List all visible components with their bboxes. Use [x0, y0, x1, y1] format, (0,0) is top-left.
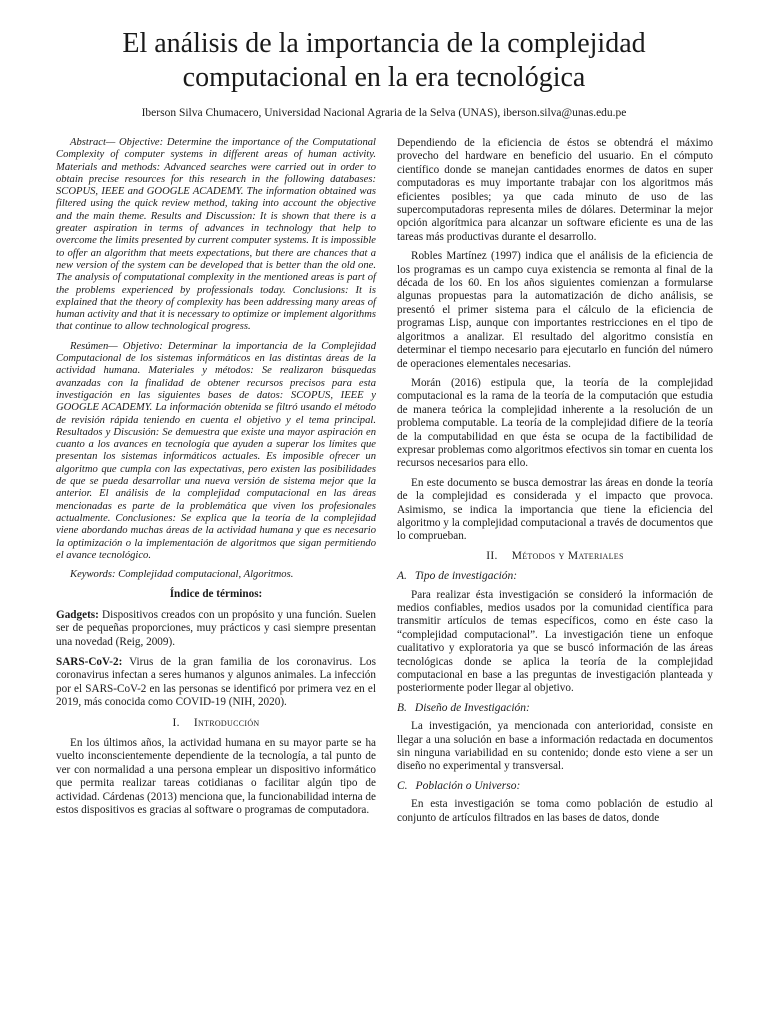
section-number: II.: [486, 549, 498, 562]
resumen-paragraph: Resúmen— Objetivo: Determinar la importancia de la Complejidad Computacional de los sistemas informáticos en las distintas áreas de la actividad humana. Materiales y métodos: Se realizaron búsquedas avanzadas con la finalidad de obtener recursos precisos para esta investigación en las siguientes bases de datos: SCOPUS, IEEE y GOOGLE ACADEMY. La información obtenida se filtró usando el método de revisión rápida teniendo en cuenta el objetivo y el tema principal. Resultados y Discusión: Se demuestra que existe una mayor aspiración en cuanto a los avances en tecnología que ayuden a superar los límites que presentan los sistemas informáticos actuales. Es imposible ofrecer un algoritmo que cumpla con las expectativas, pero existen las posibilidades de que se pueda desarrollar una nueva versión de sistema mejor que la anterior. El análisis de la complejidad computacional en las áreas mencionadas es parte de la problemática que viven los profesionales actualmente. Conclusiones: Se explica que la teoría de la complejidad viene abordando muchas áreas de la actividad humana y que es necesario la optimización o la implementación de algoritmos que sigan permitiendo el avance tecnológico.: [56, 340, 376, 561]
section-heading-metodos: [397, 550, 713, 563]
body-paragraph: Robles Martínez (1997) indica que el análisis de la eficiencia de los programas es un campo cuya existencia se remonta al final de la década de los 60. En los años siguientes comienzan a formularse algunas propuestas para la automatización de dicho análisis, se presentó el primer sistema para el cálculo de la eficiencia de programas Lisp, aunque con importantes restricciones en el tipo de algoritmos a analizar. El resultado del algoritmo consistía en determinar el tiempo necesario para ejecutarlo en función del número de operaciones elementales necesarias.: [397, 250, 713, 370]
index-terms-heading: Índice de términos:: [169, 588, 263, 601]
subsection-label: A.: [397, 570, 407, 583]
author-line: Iberson Silva Chumacero, Universidad Nacional Agraria de la Selva (UNAS), iberson.silva@unas.edu.pe: [141, 107, 627, 119]
abstract-paragraph: Abstract— Objective: Determine the importance of the Computational Complexity of computer systems in different areas of human activity. Materials and methods: Advanced searches were carried out in order to obtain precise resources for this research in the following databases: SCOPUS, IEEE and GOOGLE ACADEMY. The information obtained was filtered using the quick review method, taking into account the objective and the main theme. Results and Discussion: It is shown that there is a greater aspiration in terms of advances in technology that help to overcome the limits presented by current computer systems. It is impossible to offer an algorithm that meets expectations, but there are chances that a new version of the system can be developed that is better than the old one. The analysis of computational complexity in the mentioned areas is part of the problems experienced by professionals today. Conclusions: It is explained that the theory of complexity has been addressing many areas of human activity and that it is necessary to optimize or implement algorithms that continue to allow technological progress.: [56, 137, 376, 333]
subsection-title: Tipo de investigación:: [414, 570, 518, 583]
body-paragraph: La investigación, ya mencionada con anterioridad, consiste en llegar a una solución en base a información redactada en documentos sin ninguna variabilidad en su contenido; donde esto viene a ser un diseño no experimental y transversal.: [397, 720, 713, 773]
subsection-title: Población o Universo:: [415, 779, 521, 792]
left-column: [56, 137, 376, 824]
section-title: Métodos y Materiales: [511, 549, 624, 562]
subsection-label: C.: [397, 779, 408, 792]
body-paragraph: En esta investigación se toma como población de estudio al conjunto de artículos filtrados en las bases de datos, donde: [397, 798, 713, 824]
term-label: Gadgets:: [56, 608, 99, 621]
term-definition: Virus de la gran familia de los coronavirus. Los coronavirus infectan a seres humanos y algunos animales. La infección por el SARS-CoV-2 en las personas se identificó por primera vez en el 2019, más conocida como COVID-19 (NIH, 2020).: [56, 656, 376, 709]
body-paragraph: En este documento se busca demostrar las áreas en donde la teoría de la complejidad es considerada y el impacto que provoca. Asimismo, se indica la importancia que tiene la eficiencia del algoritmo y la complejidad computacional a través de documentos que lo comprueban.: [397, 476, 713, 543]
paper-title: El análisis de la importancia de la complejidad computacional en la era tecnológica: [122, 28, 646, 93]
section-number: I.: [172, 716, 180, 729]
body-paragraph: Dependiendo de la eficiencia de éstos se obtendrá el máximo provecho del hardware en beneficio del usuario. En el cómputo científico donde se manejan cantidades enormes de datos en super computadoras es muy importante trabajar con los algoritmos más eficientes posibles; ya que cada minuto de uso de las supercomputadoras representa miles de dólares. Determinar la mejor opción algorítmica para alcanzar un software eficiente es una de las tareas más productivas durante el desarrollo.: [397, 137, 713, 243]
section-heading-introduccion: [56, 717, 376, 730]
subsection-title: Diseño de Investigación:: [414, 701, 530, 714]
section-title: Introducción: [193, 716, 260, 729]
keywords-line: Keywords: Complejidad computacional, Algoritmos.: [70, 569, 294, 581]
term-definition: Dispositivos creados con un propósito y una función. Suelen ser de pequeñas proporciones, muy prácticos y casi siempre presentan una novedad (Reig, 2009).: [56, 608, 376, 648]
subsection-heading-c: [397, 780, 713, 793]
term-label: SARS-CoV-2:: [56, 656, 123, 669]
subsection-heading-a: [397, 570, 713, 583]
subsection-heading-b: [397, 702, 713, 715]
term-entry-gadgets: [56, 609, 376, 649]
body-paragraph: Para realizar ésta investigación se consideró la información de medios confiables, medios usados por la comunidad científica para transmitir artículos de temas específicos, como en éste caso la “complejidad computacional”. La investigación tiene un enfoque cualitativo y exploratoria ya que se buscó información de las áreas tecnológicas donde se aplica la teoría de la complejidad computacional en base a las preguntas de investigación planteada y posteriormente poder llegar al objetivo.: [397, 588, 713, 695]
subsection-label: B.: [397, 701, 407, 714]
term-entry-sars: [56, 656, 376, 710]
right-column: [397, 137, 713, 831]
body-paragraph: Morán (2016) estipula que, la teoría de la complejidad computacional es la rama de la teoría de la computación que estudia de manera teórica la complejidad inherente a la resolución de un problema computable. La teoría de la complejidad difiere de la teoría de la computabilidad en que ésta se ocupa de la factibilidad de expresar problemas como algoritmos efectivos sin tomar en cuenta los recursos necesarios para ello.: [397, 376, 713, 470]
intro-paragraph: En los últimos años, la actividad humana en su mayor parte se ha vuelto inconscientemente dependiente de la tecnología, a tal punto de ver con normalidad a una persona emplear un dispositivo informático que permita realizar tareas cotidianas o facilitar algún tipo de actividad. Cárdenas (2013) menciona que, la funcionabilidad interna de estos dispositivos es gracias al software o programas de computadora.: [56, 737, 376, 817]
